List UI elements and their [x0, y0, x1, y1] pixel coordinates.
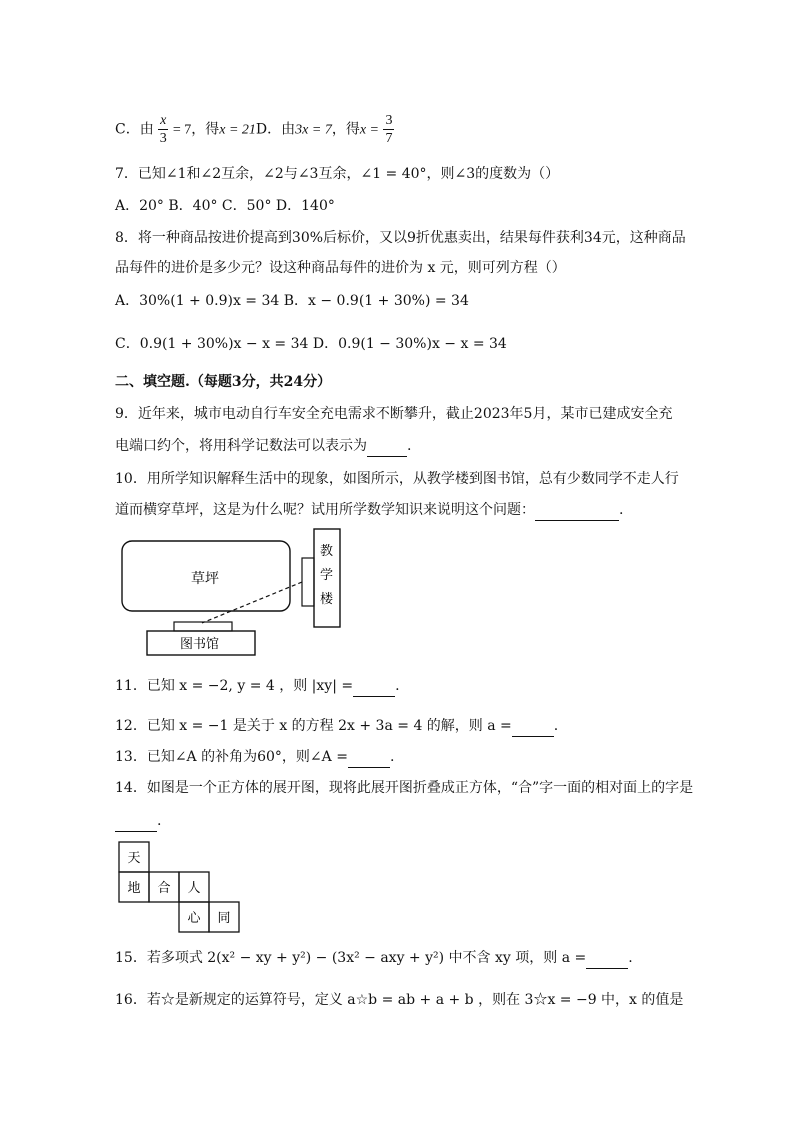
building-char-2: 学	[320, 568, 334, 583]
q12: 12．已知 x = −1 是关于 x 的方程 2x + 3a = 4 的解，则 a = .	[115, 716, 558, 737]
cube-face-4: 人	[187, 881, 201, 896]
q11: 11．已知 x = −2, y = 4 ，则 |xy| = .	[115, 676, 400, 697]
building-char-1: 教	[320, 544, 334, 559]
library-step	[174, 622, 232, 631]
q11-answer-blank[interactable]	[353, 676, 395, 697]
q9-line-1: 9．近年来，城市电动自行车安全充电需求不断攀升，截止2023年5月，某市已建成安全充	[115, 406, 673, 422]
q7-options: A．20° B．40° C．50° D．140°	[115, 198, 335, 214]
section-title: 二、填空题.（每题3分，共24分）	[115, 374, 332, 390]
q6c-fraction: $\frac{x}{3}$	[159, 113, 167, 146]
q6-options-cd: C．由 $\frac{x}{3}$ = 7，得x = 21D．由3x = 7，得x = $\frac{3}{7}$	[115, 113, 393, 146]
q12-answer-blank[interactable]	[512, 716, 554, 737]
q6c-label: C．	[115, 121, 140, 138]
shortcut-path	[202, 582, 302, 623]
building-char-3: 楼	[320, 592, 334, 607]
q15-answer-blank[interactable]	[586, 948, 628, 969]
q13-answer-blank[interactable]	[348, 747, 390, 768]
q13: 13．已知∠A 的补角为60°，则∠A = .	[115, 747, 394, 768]
building-step	[302, 558, 314, 606]
q14-line-2: .	[115, 811, 161, 832]
q16: 16．若☆是新规定的运算符号，定义 a☆b = ab + a + b ，则在 3☆x = −9 中，x 的值是	[115, 992, 684, 1008]
q9-line-2: 电端口约个，将用科学记数法可以表示为 .	[115, 436, 411, 457]
campus-figure	[116, 525, 344, 657]
q8-options-cd: C．0.9(1 + 30%)x − x = 34 D．0.9(1 − 30%)x − x = 34	[115, 336, 507, 352]
q6d-fraction: $\frac{3}{7}$	[385, 113, 393, 146]
q8-options-ab: A．30%(1 + 0.9)x = 34 B．x − 0.9(1 + 30%) = 34	[115, 293, 469, 309]
q15: 15．若多项式 2(x² − xy + y²) − (3x² − axy + y²) 中不含 xy 项，则 a = .	[115, 948, 633, 969]
cube-face-2: 地	[127, 881, 141, 896]
cube-net-figure	[117, 840, 241, 934]
cube-face-3: 合	[157, 881, 171, 896]
cube-face-6: 同	[217, 911, 231, 926]
q14-line-1: 14．如图是一个正方体的展开图，现将此展开图折叠成正方体，“合”字一面的相对面上的字是	[115, 780, 694, 796]
lawn-label: 草坪	[191, 571, 219, 587]
cube-face-5: 心	[187, 911, 201, 926]
q7-stem: 7．已知∠1和∠2互余，∠2与∠3互余，∠1 = 40°，则∠3的度数为（）	[115, 166, 560, 182]
cube-face-1: 天	[127, 851, 141, 866]
q14-answer-blank[interactable]	[115, 811, 157, 832]
q10-answer-blank[interactable]	[535, 500, 619, 521]
q10-line-1: 10．用所学知识解释生活中的现象，如图所示，从教学楼到图书馆，总有少数同学不走人行	[115, 471, 679, 487]
q9-answer-blank[interactable]	[367, 436, 407, 457]
q10-line-2: 道而横穿草坪，这是为什么呢？试用所学数学知识来说明这个问题： .	[115, 500, 623, 521]
q8-stem-2: 品每件的进价是多少元？设这种商品每件的进价为 x 元，则可列方程（）	[115, 260, 566, 276]
library-label: 图书馆	[180, 637, 220, 652]
q8-stem-1: 8．将一种商品按进价提高到30%后标价，又以9折优惠卖出，结果每件获利34元，这种商品	[115, 230, 686, 246]
